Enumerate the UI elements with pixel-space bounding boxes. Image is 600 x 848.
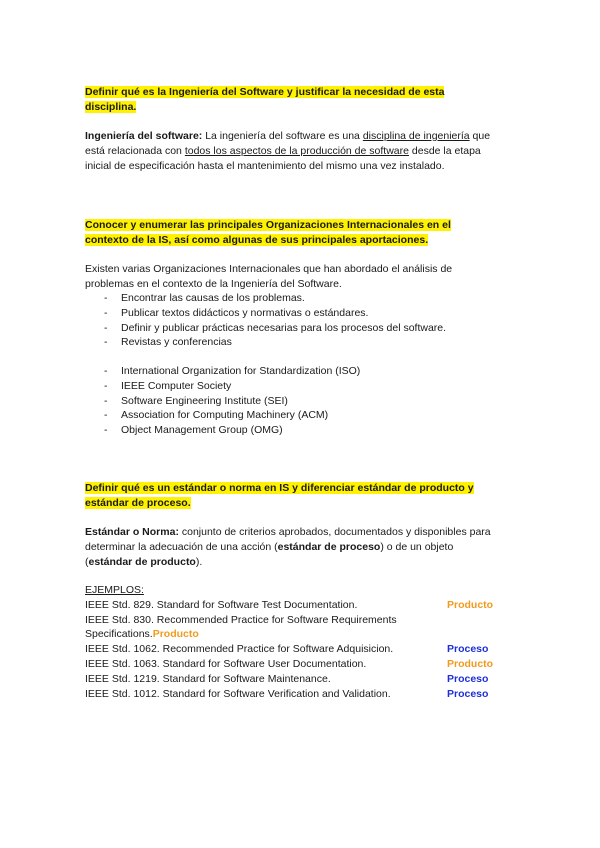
definition-text: conjunto de criterios aprobados, documentados y disponibles para	[178, 526, 491, 538]
list-item: - IEEE Computer Society	[85, 379, 360, 394]
example-row	[85, 672, 525, 687]
term-software-engineering: Ingeniería del software:	[85, 130, 203, 142]
process-tag: Proceso	[447, 672, 489, 685]
example-row	[85, 613, 525, 628]
definition-text: determinar la adecuación de una acción (	[85, 541, 278, 553]
definition-text: desde la etapa	[408, 145, 481, 157]
definition-text: inicial de especificación hasta el mantenimiento del mismo una vez instalado.	[85, 160, 445, 172]
section1-heading-line1: Definir qué es la Ingeniería del Software y justificar la necesidad de esta	[85, 86, 445, 98]
list-item: - Object Management Group (OMG)	[85, 423, 360, 438]
example-text: IEEE Std. 830. Recommended Practice for Software Requirements	[85, 613, 397, 626]
examples-block	[85, 583, 525, 701]
product-tag: Producto	[152, 628, 199, 641]
product-tag: Producto	[447, 598, 494, 611]
list-item: - Revistas y conferencias	[85, 335, 446, 350]
intro-text: Existen varias Organizaciones Internacionales que han abordado el análisis de	[85, 263, 453, 275]
list-item: - International Organization for Standardization (ISO)	[85, 364, 360, 379]
process-standard-term: estándar de proceso	[277, 541, 381, 553]
example-text: IEEE Std. 829. Standard for Software Test Documentation.	[85, 598, 358, 611]
list-item: - Software Engineering Institute (SEI)	[85, 394, 360, 409]
example-text: IEEE Std. 1063. Standard for Software User Documentation.	[85, 657, 367, 670]
list-item: - Association for Computing Machinery (ACM)	[85, 408, 360, 423]
list-item: - Publicar textos didácticos y normativas o estándares.	[85, 306, 446, 321]
example-row	[85, 598, 525, 613]
contributions-list	[85, 291, 446, 350]
definition-text: está relacionada con	[85, 145, 185, 157]
section2-intro	[85, 262, 452, 292]
list-item: - Definir y publicar prácticas necesarias para los procesos del software.	[85, 321, 446, 336]
examples-label: EJEMPLOS:	[85, 584, 144, 596]
example-text: IEEE Std. 1062. Recommended Practice for Software Adquisicion.	[85, 643, 394, 656]
definition-text: La ingeniería del software es una	[202, 130, 363, 142]
term-standard: Estándar o Norma:	[85, 526, 179, 538]
intro-text: problemas en el contexto de la Ingeniería del Software.	[85, 278, 342, 290]
example-text: IEEE Std. 1219. Standard for Software Maintenance.	[85, 672, 331, 685]
example-row	[85, 642, 525, 657]
section3-heading-line1: Definir qué es un estándar o norma en IS y diferenciar estándar de producto y	[85, 482, 474, 494]
definition-text: que	[469, 130, 491, 142]
example-text: IEEE Std. 1012. Standard for Software Verification and Validation.	[85, 687, 391, 700]
definition-text: ) o de un objeto	[380, 541, 454, 553]
example-row	[85, 687, 525, 702]
section3-definition	[85, 525, 491, 570]
section1-heading	[85, 85, 444, 115]
section2-heading	[85, 218, 451, 248]
process-tag: Proceso	[447, 643, 489, 656]
link-disciplina[interactable]: disciplina de ingeniería	[362, 130, 470, 142]
section2-heading-line1: Conocer y enumerar las principales Organizaciones Internacionales en el	[85, 219, 451, 231]
definition-text: ).	[195, 556, 203, 568]
product-tag: Producto	[447, 657, 494, 670]
process-tag: Proceso	[447, 687, 489, 700]
example-text: Specifications.	[85, 628, 153, 641]
section3-heading	[85, 481, 474, 511]
example-row	[85, 627, 525, 642]
product-standard-term: estándar de producto	[88, 556, 196, 568]
section1-definition	[85, 129, 490, 174]
example-row	[85, 657, 525, 672]
definition-text: (	[85, 556, 89, 568]
organizations-list	[85, 364, 360, 438]
list-item: - Encontrar las causas de los problemas.	[85, 291, 446, 306]
section2-heading-line2: contexto de la IS, así como algunas de sus principales aportaciones.	[85, 234, 429, 246]
section1-heading-line2: disciplina.	[85, 101, 137, 113]
section3-heading-line2: estándar de proceso.	[85, 497, 191, 509]
link-aspectos[interactable]: todos los aspectos de la producción de software	[184, 145, 409, 157]
